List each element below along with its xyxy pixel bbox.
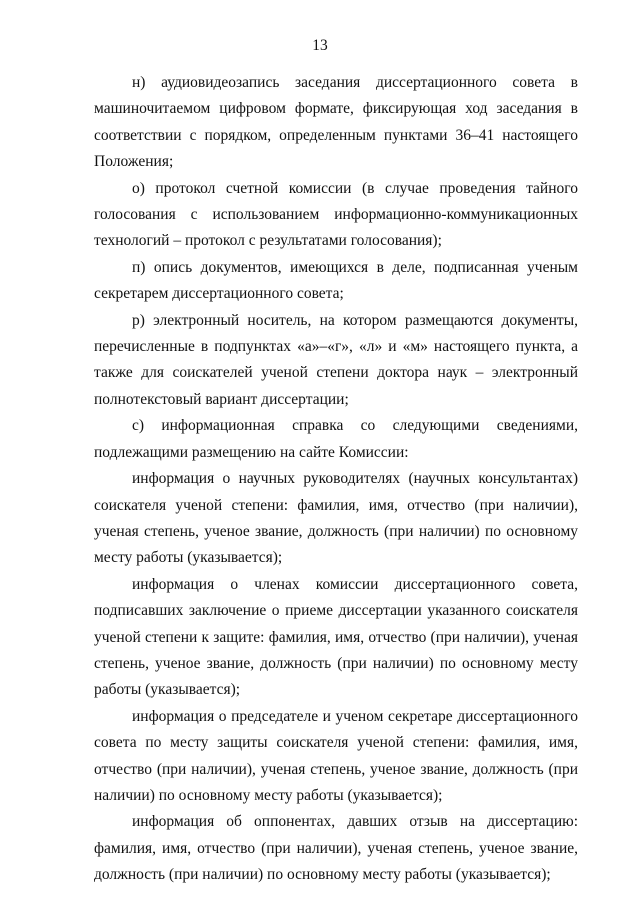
paragraph-r: р) электронный носитель, на котором размещаются документы, перечисленные в подпунктах «а»–«г», «л» и «м» настоящего пункта, а также для соискателей ученой степени доктора наук – электронный полнотекстовый вариант диссертации; <box>94 311 578 408</box>
paragraph-p: п) опись документов, имеющихся в деле, подписанная ученым секретарем диссертационного совета; <box>94 258 578 303</box>
paragraph-n: н) аудиовидеозапись заседания диссертационного совета в машиночитаемом цифровом формате, фиксирующая ход заседания в соответствии с порядком, определенным пунктами 36–41 настоящего Положения; <box>94 74 578 171</box>
paragraph-chair-secretary-info: информация о председателе и ученом секретаре диссертационного совета по месту защиты соискателя ученой степени: фамилия, имя, отчество (при наличии), ученая степень, ученое звание, должность (при наличии) по основному месту работы (указывается); <box>94 707 578 804</box>
paragraph-o: о) протокол счетной комиссии (в случае проведения тайного голосования с использованием информационно-коммуникационных технологий – протокол с результатами голосования); <box>94 179 578 250</box>
paragraph-s: с) информационная справка со следующими сведениями, подлежащими размещению на сайте Комиссии: <box>94 417 578 461</box>
paragraph-supervisors-info: информация о научных руководителях (научных консультантах) соискателя ученой степени: фамилия, имя, отчество (при наличии), ученая степень, ученое звание, должность (при наличии) по основному месту работы (указывается); <box>94 470 578 567</box>
page-number: 13 <box>312 37 328 54</box>
document-body <box>94 70 578 889</box>
paragraph-commission-members-info: информация о членах комиссии диссертационного совета, подписавших заключение о приеме диссертации указанного соискателя ученой степени к защите: фамилия, имя, отчество (при наличии), ученая степень, ученое звание, должность (при наличии) по основному месту работы (указывается); <box>94 575 578 699</box>
paragraph-opponents-info: информация об оппонентах, давших отзыв на диссертацию: фамилия, имя, отчество (при наличии), ученая степень, ученое звание, должность (при наличии) по основному месту работы (указывается); <box>94 813 578 884</box>
